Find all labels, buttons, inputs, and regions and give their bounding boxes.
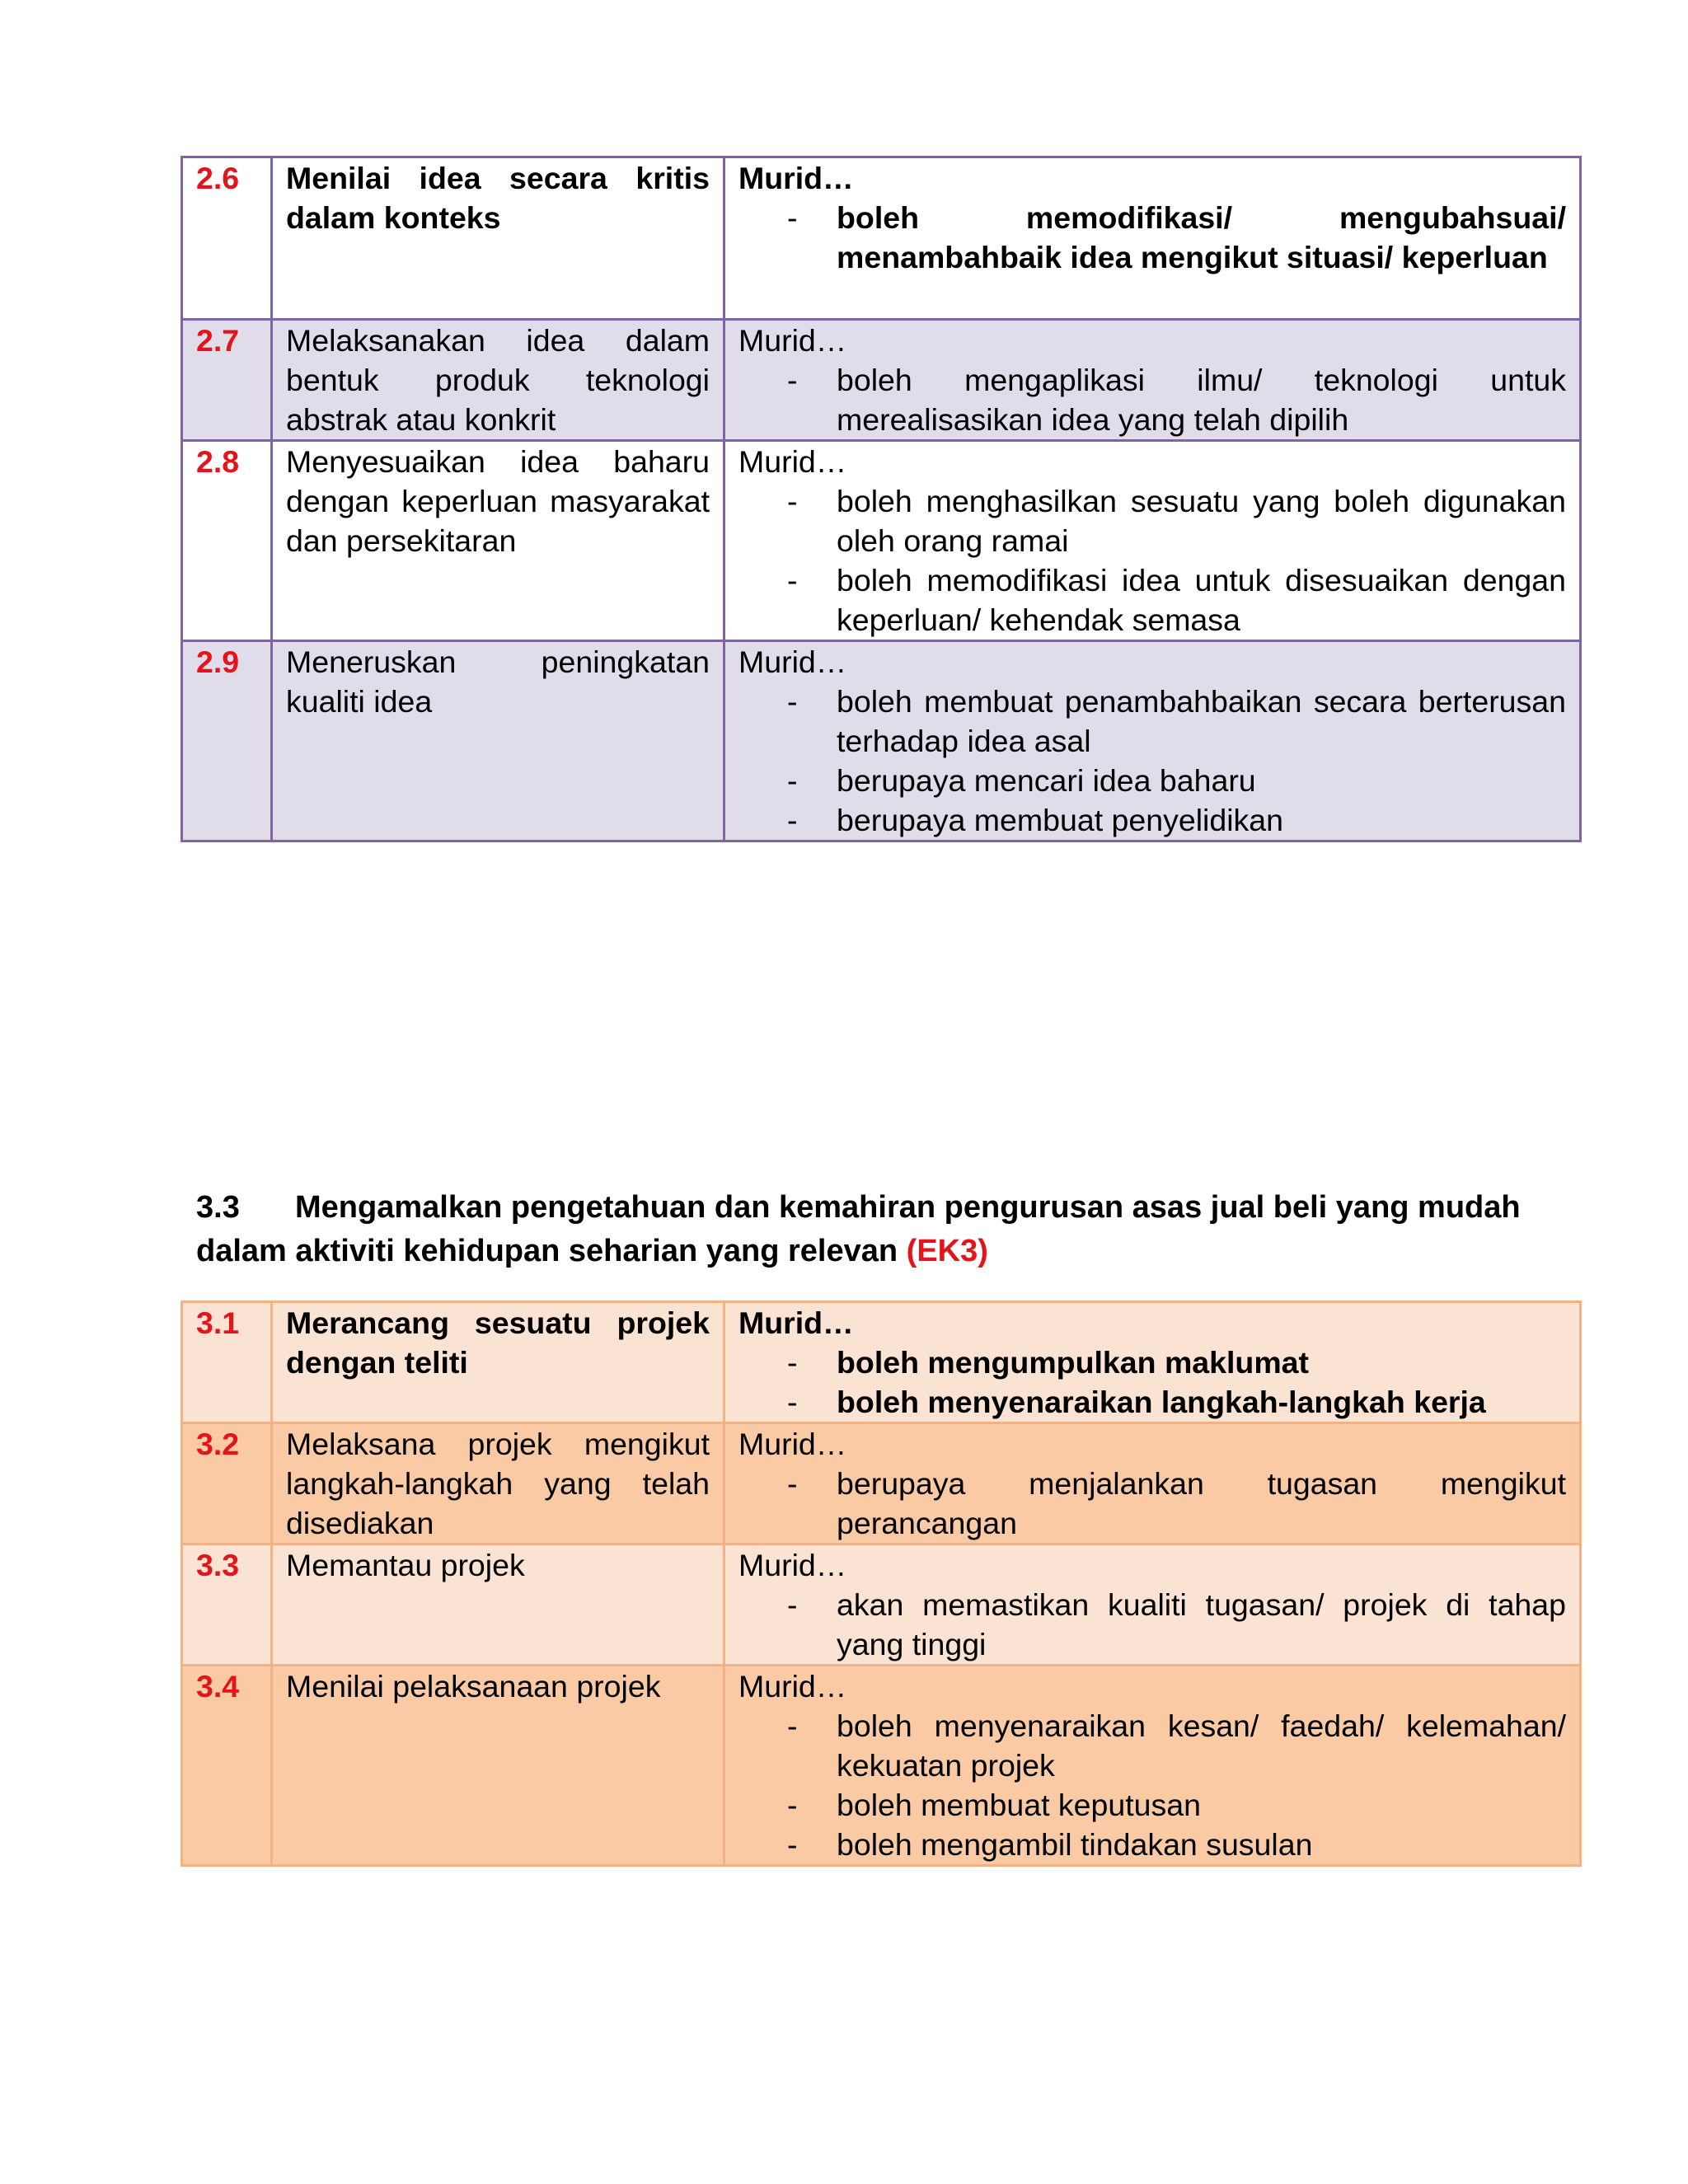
criterion-label: Merancang sesuatu projek dengan teliti — [272, 1302, 724, 1423]
table-row — [182, 1544, 1581, 1666]
descriptor-lead: Murid… — [738, 1669, 847, 1704]
criterion-code: 2.7 — [182, 320, 272, 441]
criterion-code: 2.8 — [182, 441, 272, 641]
descriptor-lead: Murid… — [738, 444, 847, 479]
criterion-label: Memantau projek — [272, 1544, 724, 1666]
descriptor-list — [738, 360, 1566, 439]
descriptor-lead: Murid… — [738, 644, 847, 679]
criterion-code: 3.4 — [182, 1666, 272, 1866]
table-row — [182, 1423, 1581, 1544]
table-row — [182, 641, 1581, 841]
descriptor-cell — [724, 1423, 1581, 1544]
descriptor-list — [738, 682, 1566, 840]
descriptor-list — [738, 481, 1566, 640]
list-item: - boleh membuat keputusan — [738, 1785, 1566, 1825]
list-item: - boleh mengambil tindakan susulan — [738, 1825, 1566, 1864]
criterion-code: 2.9 — [182, 641, 272, 841]
table-row — [182, 1666, 1581, 1866]
descriptor-cell — [724, 441, 1581, 641]
list-item: - berupaya membuat penyelidikan — [738, 800, 1566, 840]
list-item: - boleh memodifikasi/ mengubahsuai/ menambahbaik idea mengikut situasi/ keperluan — [738, 198, 1566, 277]
list-item: - berupaya menjalankan tugasan mengikut perancangan — [738, 1464, 1566, 1543]
descriptor-cell — [724, 1666, 1581, 1866]
descriptor-lead: Murid… — [738, 161, 854, 195]
criterion-label: Melaksanakan idea dalam bentuk produk teknologi abstrak atau konkrit — [272, 320, 724, 441]
descriptor-list — [738, 1464, 1566, 1543]
list-item: - boleh menyenaraikan kesan/ faedah/ kelemahan/ kekuatan projek — [738, 1706, 1566, 1785]
section-heading-3-3 — [196, 1186, 1548, 1273]
list-item: - boleh membuat penambahbaikan secara berterusan terhadap idea asal — [738, 682, 1566, 761]
list-item: - boleh mengaplikasi ilmu/ teknologi untuk merealisasikan idea yang telah dipilih — [738, 360, 1566, 439]
descriptor-lead: Murid… — [738, 1427, 847, 1461]
list-item: - akan memastikan kualiti tugasan/ projek di tahap yang tinggi — [738, 1585, 1566, 1664]
criterion-code: 3.1 — [182, 1302, 272, 1423]
criterion-label: Melaksana projek mengikut langkah-langkah yang telah disediakan — [272, 1423, 724, 1544]
descriptor-list — [738, 198, 1566, 277]
descriptor-cell — [724, 1544, 1581, 1666]
criterion-label: Menyesuaikan idea baharu dengan keperluan masyarakat dan persekitaran — [272, 441, 724, 641]
descriptor-lead: Murid… — [738, 323, 847, 358]
criterion-code: 2.6 — [182, 157, 272, 320]
list-item: - boleh mengumpulkan maklumat — [738, 1343, 1566, 1382]
criterion-label: Menilai idea secara kritis dalam konteks — [272, 157, 724, 320]
descriptor-cell — [724, 157, 1581, 320]
descriptor-cell — [724, 641, 1581, 841]
descriptor-lead: Murid… — [738, 1548, 847, 1582]
table-section-2 — [181, 156, 1582, 842]
descriptor-list — [738, 1343, 1566, 1422]
section-title: Mengamalkan pengetahuan dan kemahiran pengurusan asas jual beli yang mudah dalam aktiviti kehidupan seharian yang relevan — [196, 1190, 1521, 1268]
criterion-code: 3.2 — [182, 1423, 272, 1544]
section-number: 3.3 — [196, 1190, 240, 1225]
criterion-code: 3.3 — [182, 1544, 272, 1666]
descriptor-cell — [724, 320, 1581, 441]
descriptor-lead: Murid… — [738, 1305, 854, 1340]
descriptor-list — [738, 1585, 1566, 1664]
section-tag: (EK3) — [906, 1234, 988, 1268]
list-item: - boleh memodifikasi idea untuk disesuaikan dengan keperluan/ kehendak semasa — [738, 560, 1566, 640]
table-row — [182, 441, 1581, 641]
descriptor-list — [738, 1706, 1566, 1864]
table-row — [182, 157, 1581, 320]
list-item: - boleh menyenaraikan langkah-langkah kerja — [738, 1382, 1566, 1422]
list-item: - boleh menghasilkan sesuatu yang boleh digunakan oleh orang ramai — [738, 481, 1566, 560]
criterion-label: Menilai pelaksanaan projek — [272, 1666, 724, 1866]
criterion-label: Meneruskan peningkatan kualiti idea — [272, 641, 724, 841]
table-section-3 — [181, 1301, 1582, 1867]
descriptor-cell — [724, 1302, 1581, 1423]
list-item: - berupaya mencari idea baharu — [738, 761, 1566, 800]
table-row — [182, 1302, 1581, 1423]
table-row — [182, 320, 1581, 441]
